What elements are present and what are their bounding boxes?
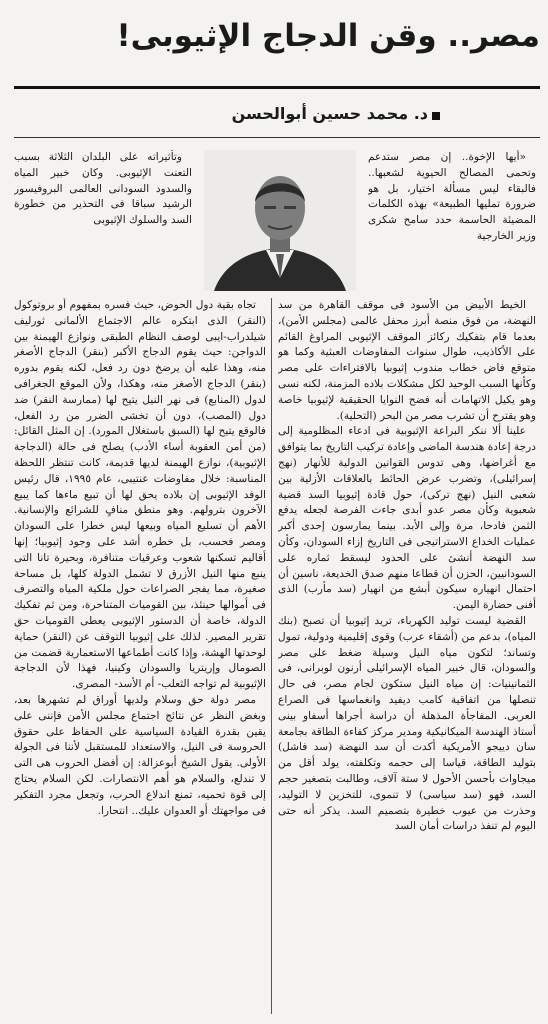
byline-bullet-icon (432, 112, 440, 120)
body-column-left (14, 298, 266, 1016)
intro-column-right (368, 150, 536, 291)
author-byline: د. محمد حسين أبوالحسن (231, 104, 428, 123)
body-paragraph: مصر دولة حق وسلام ولديها أوراق لم تشهرها بعد، وبغض النظر عن نتائج اجتماع مجلس الأمن فإننى على يقين بقدرة القيادة السياسية على الحفاظ على حقوق الحروسة فى النيل، والاستعداد للمستقبل لأننا فى الجولة الأولى. يقول الشيخ أبوعزالة: إن أفضل الحروب هى التى لا تندلع، والسلام هو أهم الانتصارات. لكن السلام يحتاج إلى قوة تحميه، تمنع اندلاع الحرب، وتجعل مجرد التفكير فى مواجهتك أو العدوان عليك.. انتحارا. (14, 693, 266, 817)
byline-divider (14, 137, 540, 138)
body-column-middle (278, 298, 536, 1016)
intro-column-left (14, 150, 192, 291)
body-paragraph: تجاه بقية دول الحوض، حيث فسره بمفهوم أو بروتوكول (النقر) الذى ابتكره عالم الاجتماع الألمانى ثورليف شيلدراب-ايبى لوصف النظام الطبقى ونوازع الهيمنة بين الدواجن: حيث يقوم الدجاج الأكبر (بنقر) الدجاج الأصغر منه، وهذا عليه أن يرضخ دون رد فعل، لكنه يقوم بدوره (بنقر) الدجاج الأصغر منه، وهكذا، ولأن الموقع الجغرافى لدول (المنابع) فى نهر النيل يتيح لها (ممارسة النقر) ضد دول (المصب)، دون أن تخشى الضرر من رد الفعل، فالوقع يتيح لها (السبق باستغلال المورد). إن المثل القائل: (من أمن العقوبة أساء الأدب) يصلح فى حالة (الدجاجة الإثيوبية)، نوازع الهيمنة لديها قديمة، كانت تنتظر اللحظة المناسبة: خلال مفاوضات عنتيبى، عام ١٩٩٥، قال رئيس الوفد الإثيوبى إن بلاده يحق لها أن تبيع ماءها كما يبيع الآخرون بترولهم. وهو منطق منافٍ للشرائع والإنسانية. الأهم أن تسليع المياه وبيعها ليس خطرا على السودان ومصر فحسب، بل خطره أشد على وجود إثيوبيا؛ إنها أقاليم تسكنها شعوب وعرقيات متنافرة، وبحيرة تانا التى ينبع منها النيل الأزرق لا تشمل الدولة كلها، بل مساحة صغيرة، مما يفجر الصراعات حول ملكية المياه والتصرف فى أموالها حينئذ، بين القوميات المتناحرة، ومن ثم تفكيك الدولة، خاصة أن الدستور الإثيوبى يعطى القوميات حق تقرير المصير. لذلك على إثيوبيا التوقف عن (النقر) حماية لوحدتها الهشة، وإذا كانت أطماعها الاستعمارية قضمت من الصومال وإريتريا والسودان وكينيا، فهذا لأن الدجاجة الإثيوبية لم تواجه الثعلب- أم الأسد- المصرى. (14, 299, 266, 691)
intro-paragraph: وتأثيراته على البلدان الثلاثة بسبب التعنت الإثيوبى. وكان خبير المياه والسدود السودانى العالمى البروفيسور الرشيد سباقا فى التحذير من خطورة السد والسلوك الإثيوبى (14, 151, 192, 227)
body-paragraph: الخيط الأبيض من الأسود فى موقف القاهرة من سد النهضة، من فوق منصة أبرز محفل عالمى (مجلس الأمن)، بعدما قام بتفكيك ركائز الموقف الإثيوبى المراوغ القائم على الأكاذيب، طوال سنوات المفاوضات العبثية وكما هو متوقع فاض خطاب مندوب إثيوبيا بالافتراءات على مصر وكأنها السبب الوحيد لكل مشكلات بلاده المزمنة، لكنه نسى وهو يكيل الاتهامات أنه فضح النوايا الحقيقية لإثيوبيا خاصة وهو يقترح أن تشرب مصر من البحر (التحلية). (278, 299, 536, 422)
body-paragraph: القضية ليست توليد الكهرباء، تريد إثيوبيا أن تصبح (بنك المياه)، بدعم من (أشقاء عرب) وقوى إقليمية ودولية، تمول وتساند؛ لتكون مياه النيل وسيلة ضغط على مصر والسودان، قال خبير المياه الإسرائيلى أرنون لوبرانى، فى الثمانينيات: إن مياه النيل ستكون لجام مصر، فى حال تنصلها من اتفاقية كامب ديفيد وانغماسها فى الصراع العربى. المفاجأة المذهلة أن دراسة أجراها أسفاو بينى أستاذ الهندسة الميكانيكية ومدير مركز كفاءة الطاقة بجامعة سان دييجو الأمريكية أكدت أن سد النهضة (سد فاشل) بتوليد الطاقة، قياسا إلى حجمه وتكلفته، يولد أقل من ميجاوات بأحسن الأحول لا ستة آلاف، وطالبت بتصغير حجم السد، فهو (سد سياسى) لا تنموى، للتخزين لا التوليد، وحذرت من عيوب خطيرة بتصميم السد. يذكر أنه حتى اليوم لم تنفذ دراسات أمان السد (278, 614, 536, 833)
author-photo (204, 150, 356, 291)
headline-divider (14, 86, 540, 89)
intro-paragraph: «أيها الإخوة.. إن مصر ستدعم وتحمى المصالح الحيوية لشعبها.. فالبقاء ليس مسألة اختيار، بل هو ضرورة تمليها الطبيعة» بهذه الكلمات المضيئة الحاسمة حدد سامح شكرى وزير الخارجية (368, 151, 536, 242)
column-divider (271, 298, 272, 1014)
article-headline: مصر.. وقن الدجاج الإثيوبى! (116, 18, 540, 54)
body-paragraph: علينا ألا ننكر البراعة الإثيوبية فى ادعاء المظلومية إلى درجة إعادة هندسة الماضى وإعادة تركيب التاريخ بما يتوافق مع أغراضها، وهى تدوس القوانين الدولية للأنهار (نهج إسرائيلى)، وتضرب عرض الحائط بالعلاقات الأزلية بين شعبى النيل (نهج تركى)، حول قادة إثيوبيا السد قضية شعبوية وكأن مصر عدو أبدى جاءت الفرصة لجعله يدفع الثمن فادحا، مرة وإلى الأبد. بينما يمارسون إحدى أكبر عمليات الخداع الاستراتيجى فى التاريخ إزاء السودان، وكأن سد النهضة أنشئ على الحدود ليسقط ثماره على السودانيين، الحزن أن قطاعا منهم صدق الخديعة، ناسين أن احتمال انهياره سيكون أبشع من انهيار (سد مأرب) الذى أفنى حضارة اليمن. (278, 425, 536, 612)
